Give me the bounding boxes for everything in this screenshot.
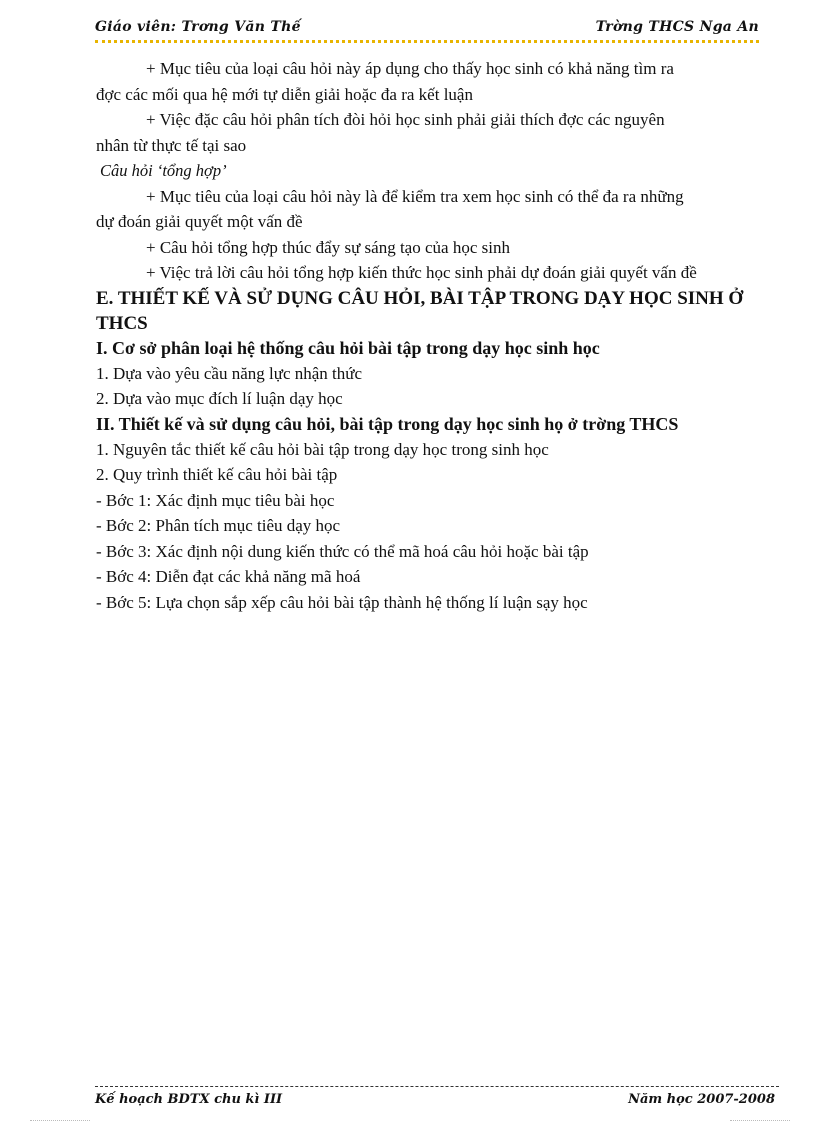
corner-mark-right: [730, 1120, 790, 1121]
footer-plan: Kế hoạch BDTX chu kì III: [95, 1092, 283, 1107]
paragraph-line: + Mục tiêu của loại câu hỏi này áp dụng cho thấy học sinh có khả năng tìm ra: [146, 59, 674, 78]
step-item: - Bớc 3: Xác định nội dung kiến thức có thể mã hoá câu hỏi hoặc bài tập: [96, 541, 589, 561]
italic-subheading: Câu hỏi ‘tổng hợp’: [100, 161, 227, 180]
section-heading-i: I. Cơ sở phân loại hệ thống câu hỏi bài tập trong dạy học sinh học: [96, 337, 600, 358]
list-item: 1. Nguyên tắc thiết kế câu hỏi bài tập trong dạy học trong sinh học: [96, 439, 549, 459]
paragraph-line: dự đoán giải quyết một vấn đề: [96, 212, 303, 231]
paragraph-line: + Mục tiêu của loại câu hỏi này là để kiểm tra xem học sinh có thể đa ra những: [146, 186, 684, 206]
header-teacher: Giáo viên: Trơng Văn Thế: [95, 19, 301, 35]
section-heading-ii: II. Thiết kế và sử dụng câu hỏi, bài tập trong dạy học sinh họ ở trờng THCS: [96, 413, 679, 434]
step-item: - Bớc 5: Lựa chọn sắp xếp câu hỏi bài tập thành hệ thống lí luận sạy học: [96, 592, 588, 612]
step-item: - Bớc 4: Diễn đạt các khả năng mã hoá: [96, 567, 361, 586]
footer-year: Năm học 2007-2008: [628, 1092, 775, 1107]
footer-rule: [95, 1086, 779, 1087]
header-rule: [95, 40, 759, 43]
corner-mark-left: [30, 1120, 90, 1121]
section-heading-e: E. THIẾT KẾ VÀ SỬ DỤNG CÂU HỎI, BÀI TẬP TRONG DẠY HỌC SINH Ở THCS: [96, 287, 744, 334]
step-item: - Bớc 1: Xác định mục tiêu bài học: [96, 490, 335, 510]
paragraph-line: + Câu hỏi tổng hợp thúc đẩy sự sáng tạo của học sinh: [146, 237, 510, 257]
paragraph-line: + Việc đặc câu hỏi phân tích đòi hỏi học sinh phải giải thích đợc các nguyên: [146, 110, 665, 129]
list-item: 2. Dựa vào mục đích lí luận dạy học: [96, 389, 343, 408]
step-item: - Bớc 2: Phân tích mục tiêu dạy học: [96, 516, 341, 535]
list-item: 2. Quy trình thiết kế câu hỏi bài tập: [96, 465, 338, 484]
list-item: 1. Dựa vào yêu cầu năng lực nhận thức: [96, 363, 363, 383]
page-header: [95, 16, 759, 46]
paragraph-line: nhân từ thực tế tại sao: [96, 135, 247, 155]
paragraph-line: + Việc trả lời câu hỏi tổng hợp kiến thức học sinh phải dự đoán giải quyết vấn đề: [146, 263, 697, 282]
document-body: [96, 56, 762, 615]
header-school: Trờng THCS Nga An: [595, 19, 759, 35]
page-footer: [95, 1078, 779, 1118]
paragraph-line: đợc các mối qua hệ mới tự diễn giải hoặc đa ra kết luận: [96, 84, 473, 104]
